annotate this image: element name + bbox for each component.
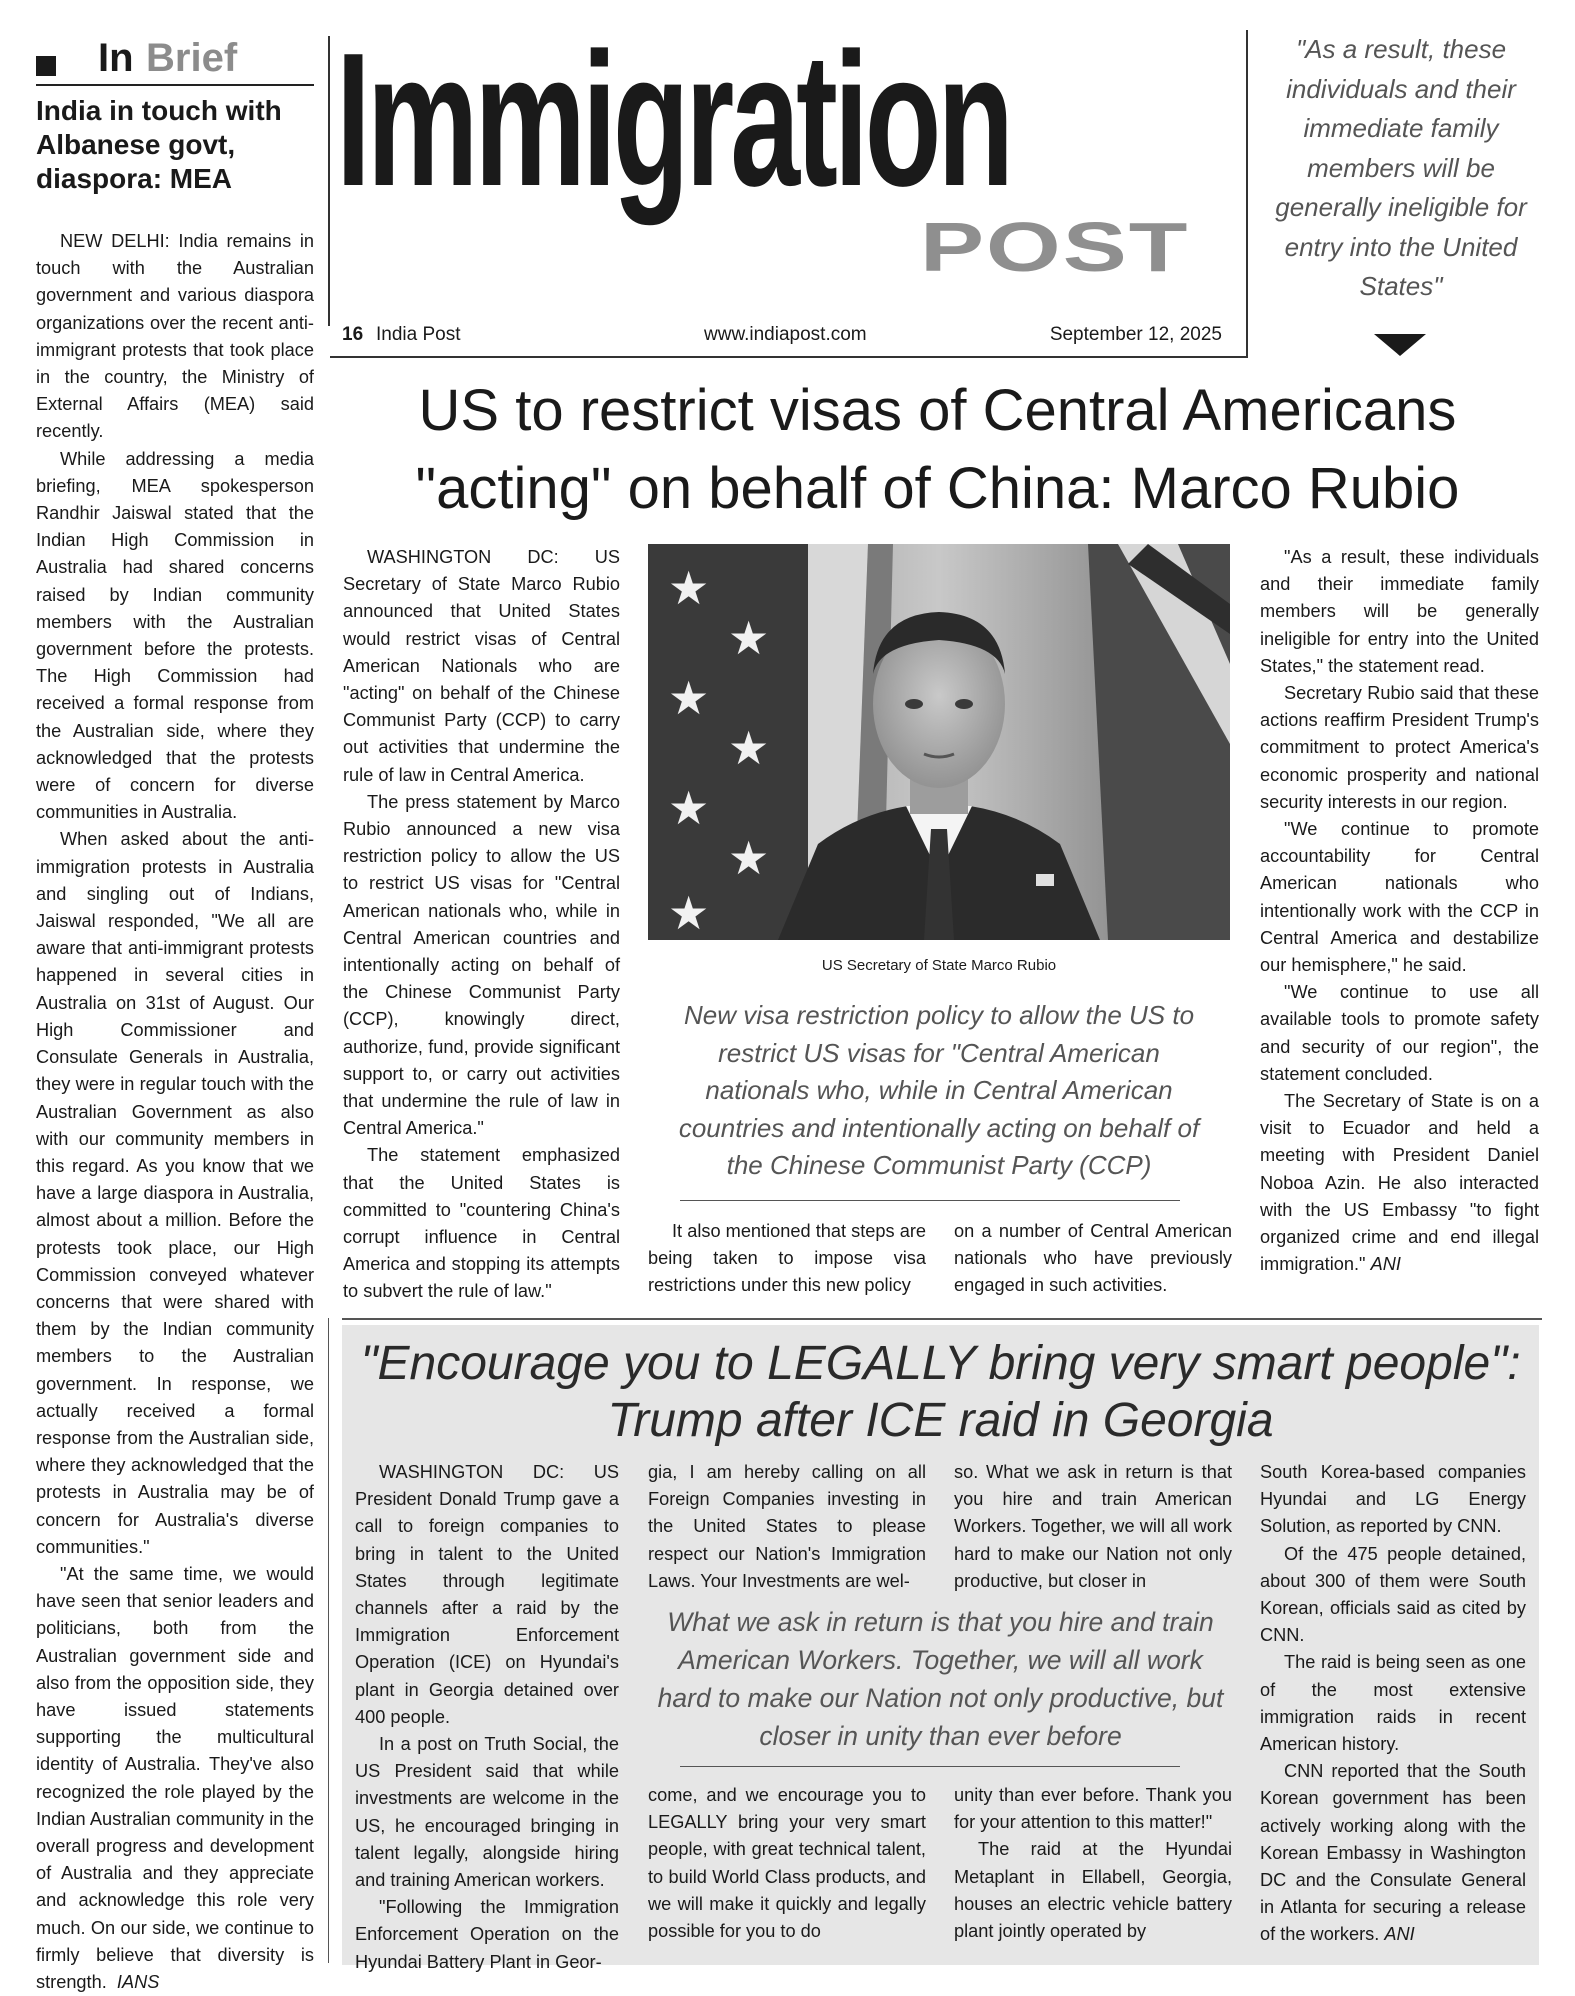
top-pull-quote: "As a result, these individuals and their immediate family members will be generally ineligible for entry into the United States"	[1275, 34, 1527, 301]
pull-quote-rule	[680, 1766, 1180, 1767]
paragraph	[1260, 1758, 1526, 1948]
article-column	[954, 1459, 1232, 1595]
in-brief-label-in: In	[98, 36, 134, 80]
paragraph: WASHINGTON DC: US Secretary of State Marco Rubio announced that United States would restrict visas of Central American Nationals who are "acting" on behalf of the Chinese Communist Party (CCP) to carry out activities that undermine the rule of law in Central America.	[343, 547, 620, 785]
article-column	[1260, 1459, 1526, 1949]
paragraph-text: CNN reported that the South Korean government has been actively working along with the Korean Embassy in Washington DC and the Consulate General in Atlanta for securing a release of the workers.	[1260, 1761, 1526, 1945]
masthead-title: Immigration	[336, 14, 1011, 226]
paragraph: "We continue to promote accountability for Central American nationals who intentionally work with the CCP in Central America and destabilize our hemisphere," he said.	[1260, 819, 1539, 976]
source-tag: ANI	[1370, 1254, 1401, 1275]
pull-quote-rule	[680, 1200, 1180, 1201]
paragraph: The raid is being seen as one of the most extensive immigration raids in recent American history.	[1260, 1652, 1526, 1755]
paragraph: "Following the Immigration Enforcement Operation on the Hyundai Battery Plant in Geor-	[355, 1897, 619, 1972]
column-divider	[328, 36, 330, 326]
in-brief-label-brief: Brief	[146, 36, 238, 80]
paper-name: India Post	[376, 324, 461, 345]
source-tag: IANS	[116, 1972, 160, 1992]
article-column	[648, 1459, 926, 1595]
section-divider	[342, 1318, 1542, 1320]
source-tag: ANI	[1384, 1924, 1415, 1945]
folio-line	[342, 320, 1232, 350]
paragraph: South Korea-based companies Hyundai and LG Energy Solution, as reported by CNN.	[1260, 1462, 1526, 1537]
svg-text:★: ★	[668, 671, 710, 725]
paragraph: Secretary Rubio said that these actions reaffirm President Trump's commitment to protect America's economic prosperity and national security interests in our region.	[1260, 683, 1539, 812]
in-brief-body	[36, 228, 314, 1996]
paragraph: WASHINGTON DC: US President Donald Trump gave a call to foreign companies to bring in talent to the United States through legitimate channels after a raid by the Immigration Enforcement Operation (ICE) on Hyundai's plant in Georgia detained over 400 people.	[355, 1462, 619, 1727]
paragraph: "We continue to use all available tools to promote safety and security of our region", the statement concluded.	[1260, 982, 1539, 1084]
paragraph	[1260, 1088, 1539, 1278]
paragraph: The raid at the Hyundai Metaplant in Ellabell, Georgia, houses an electric vehicle battery plant jointly operated by	[954, 1839, 1232, 1942]
paragraph: The statement emphasized that the United States is committed to "countering China's corrupt influence in Central America and stopping its attempts to subvert the rule of law."	[343, 1145, 620, 1302]
photo-caption: US Secretary of State Marco Rubio	[821, 957, 1057, 974]
paragraph-text: The Secretary of State is on a visit to Ecuador and held a meeting with President Daniel Noboa Azin. He also interacted with the US Embassy "to fight organized crime and end illegal immigration."	[1260, 1091, 1539, 1275]
masthead-rule	[330, 356, 1246, 358]
article-column	[1260, 544, 1539, 1278]
issue-date: September 12, 2025	[1049, 324, 1222, 345]
svg-text:★: ★	[728, 611, 770, 665]
page-number: 16	[342, 324, 364, 345]
trump-pull-quote: What we ask in return is that you hire and train American Workers. Together, we will all work hard to make our Nation not only productive, but closer in unity than ever before	[657, 1607, 1224, 1751]
svg-text:★: ★	[728, 721, 770, 775]
svg-text:★: ★	[668, 561, 710, 615]
article-column	[343, 544, 620, 1306]
paragraph: unity than ever before. Thank you for your attention to this matter!"	[954, 1785, 1232, 1833]
rubio-photo	[648, 544, 1230, 940]
paragraph	[36, 1561, 314, 1996]
in-brief-title	[36, 34, 314, 86]
svg-text:★: ★	[668, 886, 710, 940]
rubio-portrait-illustration	[648, 544, 1230, 940]
paragraph: "As a result, these individuals and their immediate family members will be generally ineligible for entry into the United States," the statement read.	[1260, 547, 1539, 676]
svg-text:★: ★	[668, 781, 710, 835]
article-column	[648, 1782, 926, 1945]
article-column	[648, 1218, 926, 1300]
paragraph: come, and we encourage you to LEGALLY bring your very smart people, with great technical talent, to build World Class products, and we will make it quickly and legally possible for you to do	[648, 1785, 926, 1942]
paragraph: NEW DELHI: India remains in touch with the Australian government and various diaspora organizations over the recent anti-immigrant protests that took place in the country, the Ministry of External Affairs (MEA) said recently.	[36, 231, 314, 442]
paragraph: on a number of Central American nationals who have previously engaged in such activities.	[954, 1221, 1232, 1296]
article-column	[355, 1459, 619, 1976]
paragraph: When asked about the anti-immigration protests in Australia and singling out of Indians, Jaiswal responded, "We all are aware that anti-immigrant protests happened in several cities in Australia on 31st of August. Our High Commissioner and Consulate Generals in Australia, they were in regular touch with the Australian Government as also with our community members in this regard. As you know that we have a large diaspora in Australia, almost about a million. Before the protests took place, our High Commission conveyed whatever concerns that were shared with them by the Indian community members to the Australian government. In response, we actually received a formal response from the Australian side, where they acknowledged that the protests in Australia may be of concern for Australia's diverse communities."	[36, 829, 314, 1557]
masthead-subtitle: POST	[920, 209, 1190, 287]
paragraph-text: "At the same time, we would have seen that senior leaders and politicians, both from the Australian government side and also from the opposition side, they have issued statements supporting the multicultural identity of Australia. They've also recognized the role played by the Indian Australian community in the overall progress and development of Australia and they appreciate and acknowledge this role very much. On our side, we continue to firmly believe that diversity is strength.	[36, 1563, 314, 1992]
paragraph: In a post on Truth Social, the US President said that while investments are welcome in the US, he encouraged bringing in talent legally, alongside hiring and training American workers.	[355, 1734, 619, 1891]
paragraph: so. What we ask in return is that you hire and train American Workers. Together, we will all work hard to make our Nation not only productive, but closer in	[954, 1462, 1232, 1591]
square-bullet-icon	[36, 56, 56, 76]
column-divider	[1246, 30, 1248, 358]
article-column	[954, 1782, 1232, 1945]
column-divider	[328, 1318, 329, 1963]
paragraph: Of the 475 people detained, about 300 of them were South Korean, officials said as cited by CNN.	[1260, 1543, 1526, 1646]
paragraph: While addressing a media briefing, MEA spokesperson Randhir Jaiswal stated that the Indian High Commission in Australia had shared concerns raised by Indian community members with the Australian government before the protests. The High Commission had received a formal response from the Australian side, where they acknowledged that the protests were of concern for diverse communities in Australia.	[36, 448, 314, 823]
in-brief-headline: India in touch with Albanese govt, diaspora: MEA	[36, 95, 282, 194]
paragraph: It also mentioned that steps are being taken to impose visa restrictions under this new policy	[648, 1221, 926, 1296]
paragraph: gia, I am hereby calling on all Foreign Companies investing in the United States to please respect our Nation's Immigration Laws. Your Investments are wel-	[648, 1462, 926, 1591]
rubio-headline: US to restrict visas of Central Americans "acting" on behalf of China: Marco Rubio	[415, 378, 1460, 521]
rubio-pull-quote: New visa restriction policy to allow the US to restrict US visas for "Central American nationals who, while in Central American countries and intentionally acting on behalf of the Chinese Communist Party (CCP)	[678, 1000, 1200, 1180]
trump-headline: "Encourage you to LEGALLY bring very smart people": Trump after ICE raid in Georgia	[360, 1337, 1521, 1447]
paragraph: The press statement by Marco Rubio announced a new visa restriction policy to allow the US to restrict US visas for "Central American nationals who, while in Central American countries and intentionally acting on behalf of the Chinese Communist Party (CCP), knowingly direct, authorize, fund, provide significant support to, or carry out activities that undermine the rule of law in Central America."	[343, 791, 620, 1139]
svg-text:★: ★	[728, 831, 770, 885]
website-url: www.indiapost.com	[704, 324, 867, 345]
article-column	[954, 1218, 1232, 1300]
down-triangle-icon	[1374, 334, 1426, 356]
